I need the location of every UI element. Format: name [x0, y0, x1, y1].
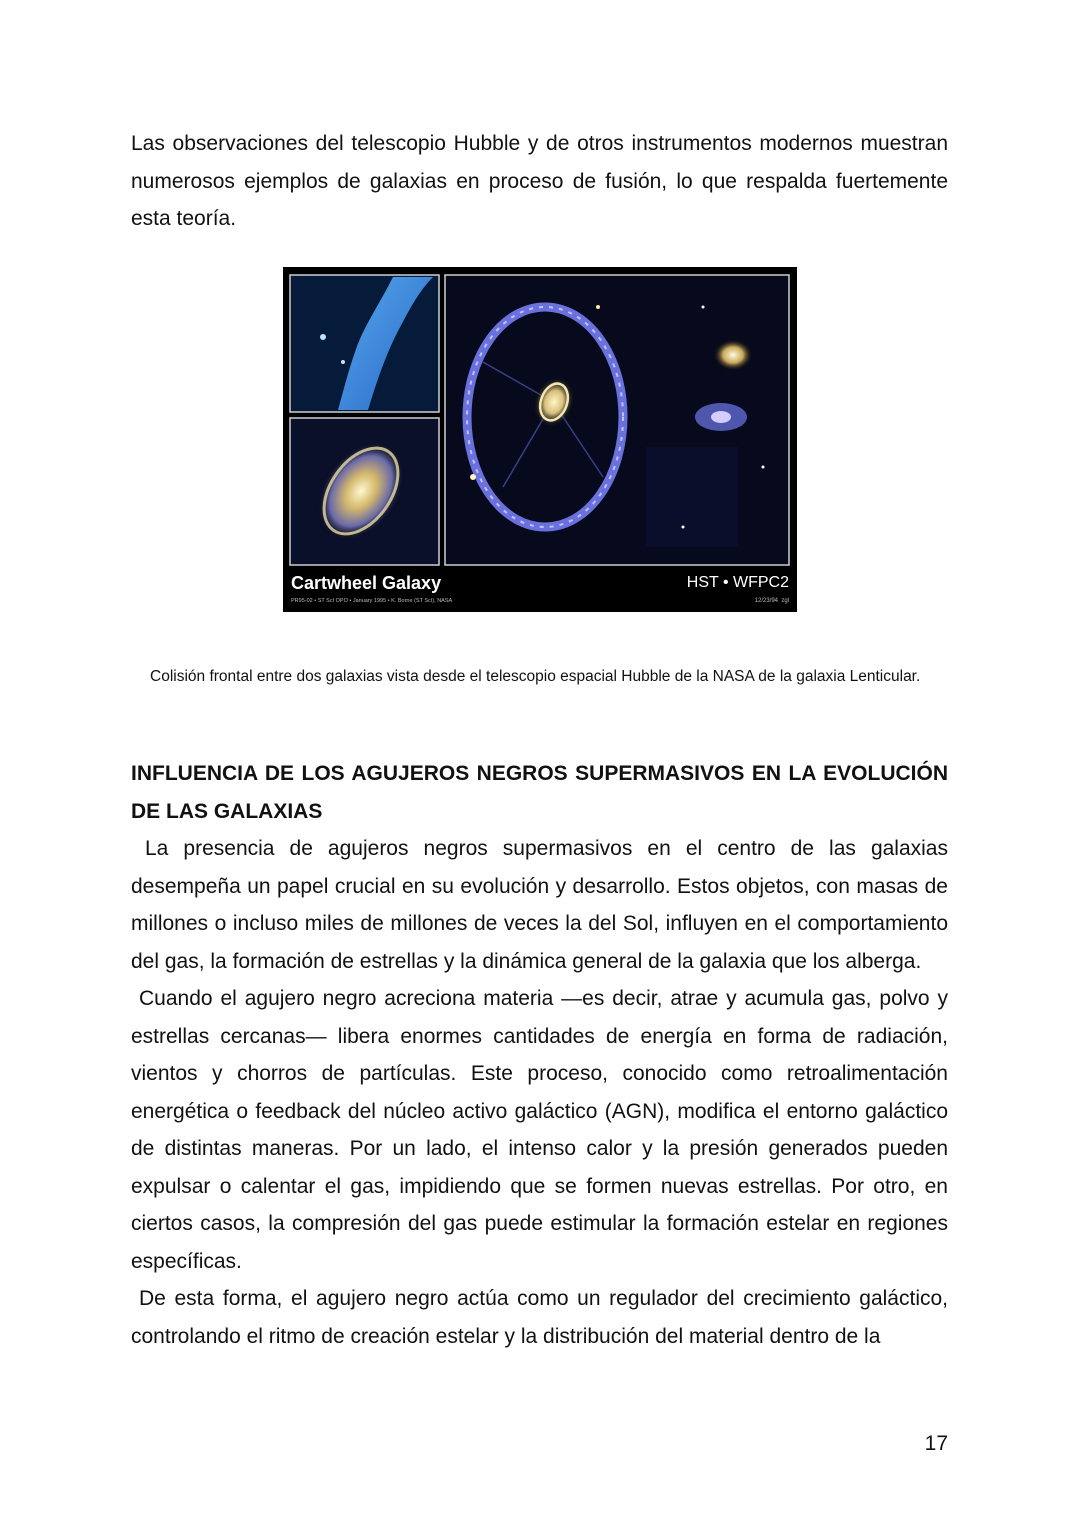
cartwheel-galaxy-image: [283, 267, 797, 612]
section-body: [131, 830, 948, 1355]
figure-date: 12/23/94 zgl: [754, 598, 789, 604]
section-heading: INFLUENCIA DE LOS AGUJEROS NEGROS SUPERMASIVOS EN LA EVOLUCIÓN DE LAS GALAXIAS: [131, 762, 948, 823]
body-paragraph-2: Cuando el agujero negro acreciona materia —es decir, atrae y acumula gas, polvo y estrellas cercanas— libera enormes cantidades de energía en forma de radiación, vientos y chorros de partículas. Este proceso, conocido como retroalimentación energética o feedback del núcleo activo galáctico (AGN), modifica el entorno galáctico de distintas maneras. Por un lado, el intenso calor y la presión generados pueden expulsar o calentar el gas, impidiendo que se formen nuevas estrellas. Por otro, en ciertos casos, la compresión del gas puede estimular la formación estelar en regiones específicas.: [131, 987, 948, 1273]
page-number: 17: [924, 1432, 948, 1455]
intro-paragraph: Las observaciones del telescopio Hubble y de otros instrumentos modernos muestran numerosos ejemplos de galaxias en proceso de fusión, lo que respalda fuertemente esta teoría.: [131, 132, 948, 230]
figure-credit: PR95-02 • ST ScI OPO • January 1995 • K. Borne (ST ScI), NASA: [291, 598, 453, 604]
figure-title: Cartwheel Galaxy: [291, 573, 442, 593]
body-paragraph-1: La presencia de agujeros negros supermasivos en el centro de las galaxias desempeña un papel crucial en su evolución y desarrollo. Estos objetos, con masas de millones o incluso miles de millones de veces la del Sol, influyen en el comportamiento del gas, la formación de estrellas y la dinámica general de la galaxia que los alberga.: [131, 837, 948, 973]
body-paragraph-3: De esta forma, el agujero negro actúa como un regulador del crecimiento galáctico, controlando el ritmo de creación estelar y la distribución del material dentro de la: [131, 1287, 948, 1348]
intro-block: [131, 125, 948, 238]
figure-instrument: HST • WFPC2: [686, 574, 789, 591]
figure-caption: Colisión frontal entre dos galaxias vista desde el telescopio espacial Hubble de la NASA de la galaxia Lenticular.: [150, 668, 921, 685]
